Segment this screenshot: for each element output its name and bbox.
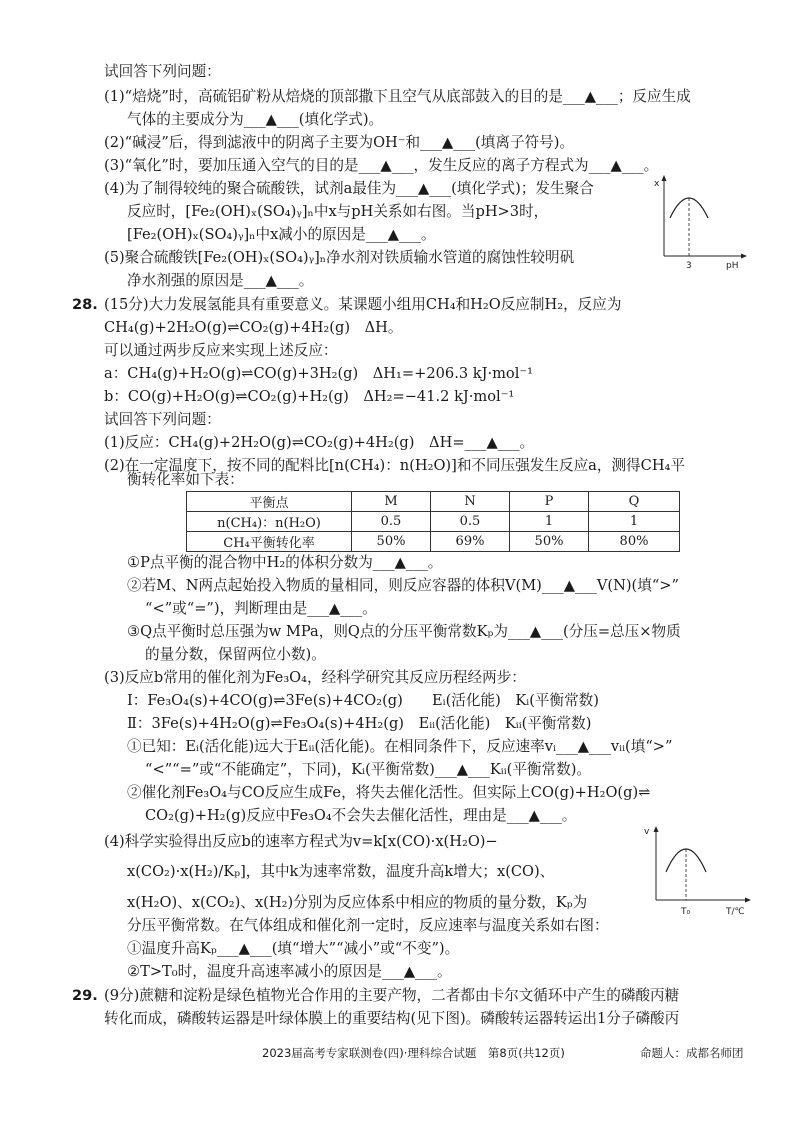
text-line: b：CO(g)+H₂O(g)⇌CO₂(g)+H₂(g) ΔH₂=−41.2 kJ·mol⁻¹ — [104, 388, 515, 405]
text-line: a：CH₄(g)+H₂O(g)⇌CO(g)+3H₂(g) ΔH₁=+206.3 kJ·mol⁻¹ — [104, 365, 533, 382]
table-header-cell: M — [352, 492, 431, 512]
text-line: ②若M、N两点起始投入物质的量相同，则反应容器的体积V(M)___▲___V(N)(填“>” — [127, 577, 679, 594]
page-footer: 2023届高考专家联测卷(四)·理科综合试题 第8页(共12页) — [262, 1046, 565, 1060]
text-line: (4)为了制得较纯的聚合硫酸铁，试剂a最佳为___▲___(填化学式)；发生聚合 — [104, 180, 594, 197]
table-cell: 0.5 — [431, 512, 510, 532]
table-cell: 1 — [589, 512, 680, 532]
table-row — [187, 512, 680, 532]
text-line: (1)反应：CH₄(g)+2H₂O(g)⇌CO₂(g)+4H₂(g) ΔH=___▲___。 — [104, 434, 535, 451]
text-line: 转化而成，磷酸转运器是叶绿体膜上的重要结构(见下图)。磷酸转运器转运出1分子磷酸丙 — [104, 1010, 680, 1027]
x-axis-arrow — [745, 898, 751, 903]
text-line: 试回答下列问题： — [104, 411, 221, 428]
text-line: ②催化剂Fe₃O₄与CO反应生成Fe，将失去催化活性。但实际上CO(g)+H₂O(g)⇌ — [127, 784, 651, 801]
text-line: “<”“=”或“不能确定”，下同)，Kᵢ(平衡常数)___▲___Kᵢᵢ(平衡常数)。 — [145, 761, 591, 778]
table-header-cell: Q — [589, 492, 680, 512]
text-line: Ⅰ：Fe₃O₄(s)+4CO(g)⇌3Fe(s)+4CO₂(g) Eᵢ(活化能) Kᵢ(平衡常数) — [127, 692, 599, 709]
y-axis-arrow — [654, 826, 659, 832]
text-line: CO₂(g)+H₂(g)反应中Fe₃O₄不会失去催化活性，理由是___▲___。 — [145, 807, 577, 824]
text-line: (15分)大力发展氢能具有重要意义。某课题小组用CH₄和H₂O反应制H₂，反应为 — [104, 296, 622, 313]
text-line: ①P点平衡的混合物中H₂的体积分数为___▲___。 — [127, 554, 443, 571]
text-line: (2)“碱浸”后，得到滤液中的阴离子主要为OH⁻和___▲___(填离子符号)。 — [104, 134, 575, 151]
x-axis-label: pH — [726, 261, 739, 270]
text-line: ①温度升高Kₚ___▲___(填“增大”“减小”或“不变”)。 — [127, 940, 460, 957]
text-line: (2)在一定温度下，按不同的配料比[n(CH₄)：n(H₂O)]和不同压强发生反应a，测得CH₄平 — [104, 457, 685, 474]
text-line: x(H₂O)、x(CO₂)、x(H₂)分别为反应体系中相应的物质的量分数，Kₚ为 — [127, 894, 588, 911]
question-number-28: 28. — [72, 296, 98, 313]
question-number-29: 29. — [72, 987, 98, 1004]
table-cell: 50% — [510, 532, 589, 552]
x-axis-arrow — [741, 254, 747, 259]
text-line: (3)“氧化”时，要加压通入空气的目的是___▲___，发生反应的离子方程式为___▲___。 — [104, 157, 659, 174]
text-line: (3)反应b常用的催化剂为Fe₃O₄，经科学研究其反应历程经两步： — [104, 669, 526, 686]
table-cell: 50% — [352, 532, 431, 552]
table-cell: 1 — [510, 512, 589, 532]
text-line: 净水剂强的原因是___▲___。 — [127, 272, 314, 289]
x-tick-label: 3 — [686, 261, 692, 270]
footer-author: 命题人：成都名师团 — [640, 1046, 744, 1060]
table-cell: CH₄平衡转化率 — [187, 532, 352, 552]
table-header-cell: 平衡点 — [187, 492, 352, 512]
x-axis-label: T/℃ — [726, 907, 745, 917]
text-line: (9分)蔗糖和淀粉是绿色植物光合作用的主要产物，二者都由卡尔文循环中产生的磷酸丙糖 — [104, 987, 680, 1004]
text-line: 衡转化率如下表： — [127, 471, 244, 488]
y-axis-label: x — [654, 179, 660, 189]
v-temperature-graph — [636, 822, 754, 918]
text-line: 的量分数，保留两位小数)。 — [145, 646, 326, 663]
text-line: x(CO₂)·x(H₂)/Kₚ]，其中k为速率常数，温度升高k增大；x(CO)、 — [127, 863, 555, 880]
y-axis-label: v — [644, 827, 650, 837]
table-row — [187, 532, 680, 552]
text-line: ③Q点平衡时总压强为w MPa，则Q点的分压平衡常数Kₚ为___▲___(分压=总压×物质 — [127, 623, 681, 640]
text-line: 分压平衡常数。在气体组成和催化剂一定时，反应速率与温度关系如右图： — [127, 917, 609, 934]
text-line: ①已知：Eᵢ(活化能)远大于Eᵢᵢ(活化能)。在相同条件下，反应速率vᵢ___▲___vᵢᵢ(填“>” — [127, 738, 673, 755]
equilibrium-table — [186, 491, 680, 552]
text-line: 反应时，[Fe₂(OH)ₓ(SO₄)ᵧ]ₙ中x与pH关系如右图。当pH>3时， — [127, 203, 549, 220]
text-line: 可以通过两步反应来实现上述反应： — [104, 342, 338, 359]
y-axis-arrow — [662, 175, 667, 181]
text-line: CH₄(g)+2H₂O(g)⇌CO₂(g)+4H₂(g) ΔH。 — [104, 319, 403, 336]
text-line: 试回答下列问题： — [104, 63, 221, 80]
table-cell: n(CH₄)：n(H₂O) — [187, 512, 352, 532]
text-line: “<”或“=”)，判断理由是___▲___。 — [145, 600, 377, 617]
text-line: (5)聚合硫酸铁[Fe₂(OH)ₓ(SO₄)ᵧ]ₙ净水剂对铁质输水管道的腐蚀性较明矾 — [104, 249, 575, 266]
table-cell: 0.5 — [352, 512, 431, 532]
text-line: (4)科学实验得出反应b的速率方程式为v=k[x(CO)·x(H₂O)− — [104, 833, 498, 850]
table-header-row — [187, 492, 680, 512]
table-header-cell: P — [510, 492, 589, 512]
table-cell: 69% — [431, 532, 510, 552]
text-line: Ⅱ：3Fe(s)+4H₂O(g)⇌Fe₃O₄(s)+4H₂(g) Eᵢᵢ(活化能) Kᵢᵢ(平衡常数) — [127, 715, 592, 732]
text-line: (1)“焙烧”时，高硫铝矿粉从焙烧的顶部撒下且空气从底部鼓入的目的是___▲___；反应生成 — [104, 88, 691, 105]
text-line: [Fe₂(OH)ₓ(SO₄)ᵧ]ₙ中x减小的原因是___▲___。 — [127, 226, 436, 243]
table-cell: 80% — [589, 532, 680, 552]
text-line: 气体的主要成分为___▲___(填化学式)。 — [127, 111, 384, 128]
text-line: ②T>T₀时，温度升高速率减小的原因是___▲___。 — [127, 963, 452, 980]
x-tick-label: T₀ — [681, 907, 691, 917]
x-ph-graph — [650, 172, 750, 270]
table-header-cell: N — [431, 492, 510, 512]
